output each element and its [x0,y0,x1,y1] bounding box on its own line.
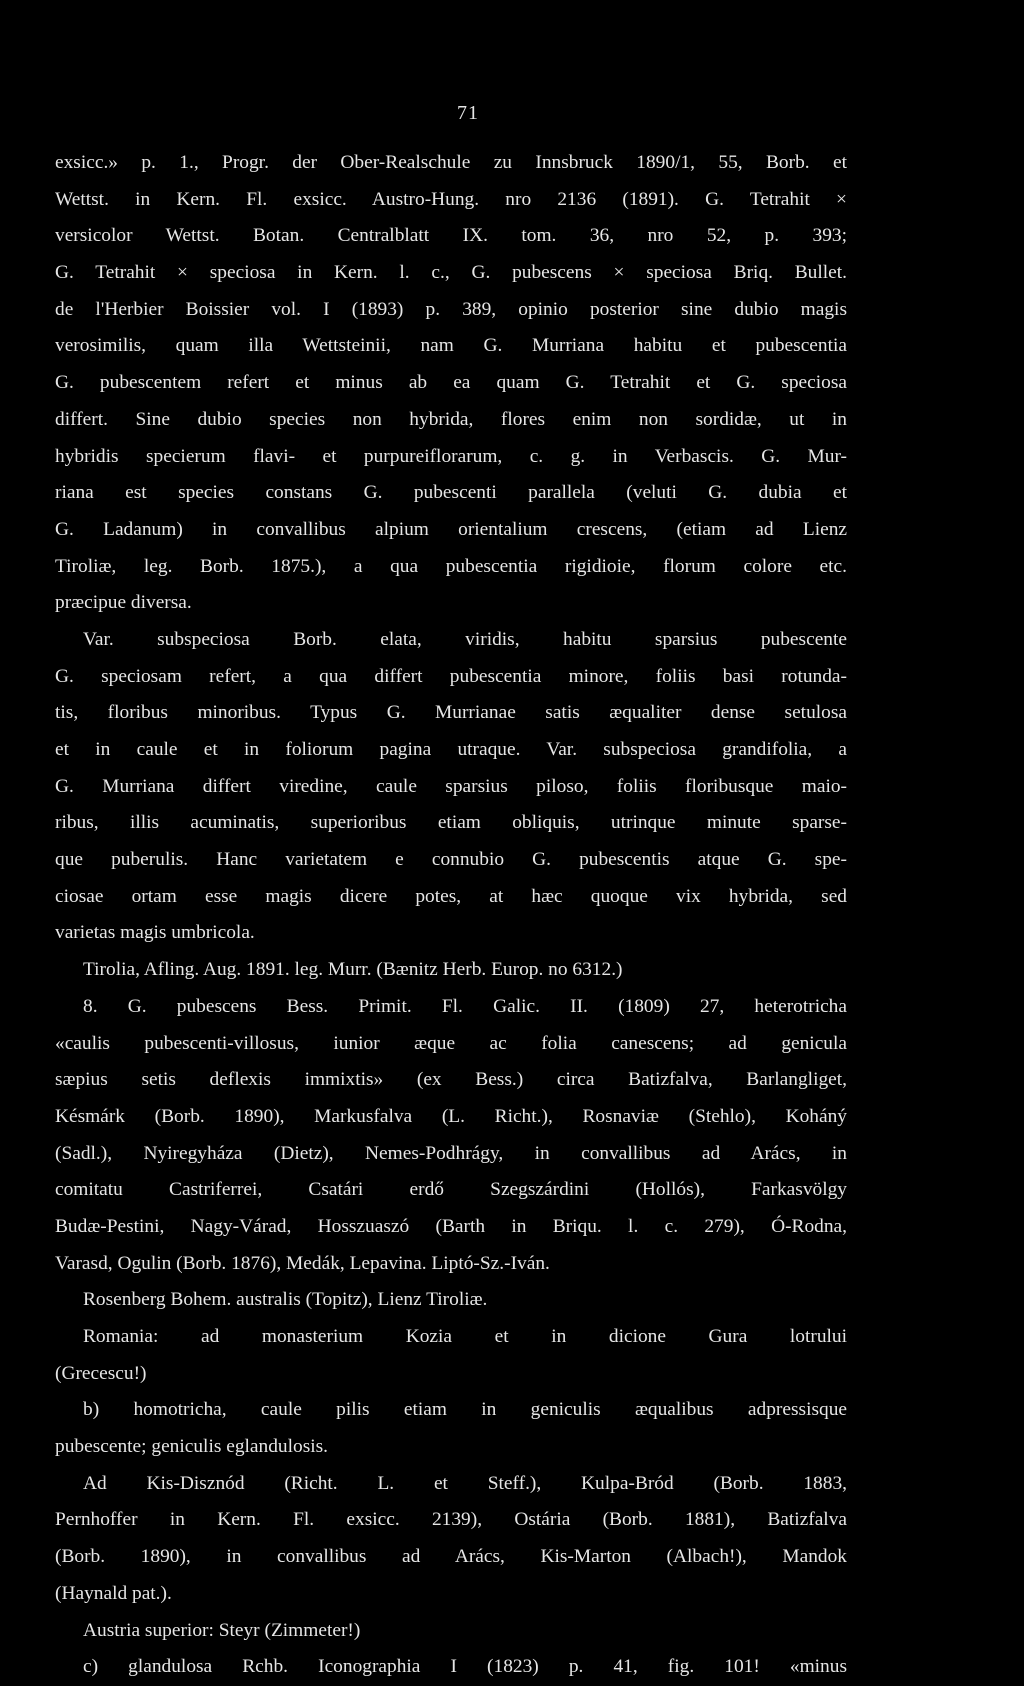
text-line: de l'Herbier Boissier vol. I (1893) p. 389, opinio posterior sine dubio magis [55,298,847,320]
text-line: et in caule et in foliorum pagina utraque. Var. subspeciosa grandifolia, a [55,739,847,760]
text-line: varietas magis umbricola. [55,922,255,944]
text-line: comitatu Castriferrei, Csatári erdő Szegszárdini (Hollós), Farkasvölgy [55,1179,847,1201]
text-line: Rosenberg Bohem. australis (Topitz), Lienz Tiroliæ. [83,1289,488,1311]
text-line: Austria superior: Steyr (Zimmeter!) [83,1619,361,1641]
text-line: c) glandulosa Rchb. Iconographia I (1823) p. 41, fig. 101! «minus [83,1656,847,1678]
text-line: Tiroliæ, leg. Borb. 1875.), a qua pubescentia rigidioie, florum colore etc. [55,555,847,577]
text-line: ribus, illis acuminatis, superioribus etiam obliquis, utrinque minute sparse- [55,812,847,834]
text-line: Tirolia, Afling. Aug. 1891. leg. Murr. (Bænitz Herb. Europ. no 6312.) [83,959,623,981]
text-line: Budæ-Pestini, Nagy-Várad, Hosszuaszó (Barth in Briqu. l. c. 279), Ó-Rodna, [55,1215,847,1237]
page-number: 71 [457,102,479,124]
text-line: Késmárk (Borb. 1890), Markusfalva (L. Richt.), Rosnaviæ (Stehlo), Koháný [55,1105,847,1127]
text-line: G. speciosam refert, a qua differt pubescentia minore, foliis basi rotunda- [55,665,847,687]
text-line: 8. G. pubescens Bess. Primit. Fl. Galic. II. (1809) 27, heterotricha [83,995,847,1017]
text-line: Pernhoffer in Kern. Fl. exsicc. 2139), Ostária (Borb. 1881), Batizfalva [55,1509,847,1531]
text-line: versicolor Wettst. Botan. Centralblatt IX. tom. 36, nro 52, p. 393; [55,225,847,247]
text-line: Romania: ad monasterium Kozia et in dicione Gura lotrului [83,1326,847,1347]
text-line: (Haynald pat.). [55,1582,172,1604]
text-line: G. pubescentem refert et minus ab ea quam G. Tetrahit et G. speciosa [55,372,847,394]
text-line: b) homotricha, caule pilis etiam in geniculis æqualibus adpressisque [83,1399,847,1421]
text-line: G. Tetrahit × speciosa in Kern. l. c., G. pubescens × speciosa Briq. Bullet. [55,262,847,284]
text-line: pubescente; geniculis eglandulosis. [55,1436,329,1458]
text-line: G. Murriana differt viredine, caule sparsius piloso, foliis floribusque maio- [55,775,847,797]
text-line: hybridis specierum flavi- et purpureiflorarum, c. g. in Verbascis. G. Mur- [55,445,847,467]
text-line: riana est species constans G. pubescenti parallela (veluti G. dubia et [55,482,847,504]
text-line: Wettst. in Kern. Fl. exsicc. Austro-Hung. nro 2136 (1891). G. Tetrahit × [55,188,847,210]
text-line: ciosae ortam esse magis dicere potes, at hæc quoque vix hybrida, sed [55,885,847,907]
text-line: tis, floribus minoribus. Typus G. Murrianae satis æqualiter dense setulosa [55,702,847,724]
text-line: G. Ladanum) in convallibus alpium orientalium crescens, (etiam ad Lienz [55,518,847,540]
text-line: (Borb. 1890), in convallibus ad Arács, Kis-Marton (Albach!), Mandok [55,1546,847,1568]
text-line: verosimilis, quam illa Wettsteinii, nam G. Murriana habitu et pubescentia [55,335,847,357]
text-line: differt. Sine dubio species non hybrida, flores enim non sordidæ, ut in [55,408,847,430]
text-line: exsicc.» p. 1., Progr. der Ober-Realschule zu Innsbruck 1890/1, 55, Borb. et [55,152,847,173]
text-line: Varasd, Ogulin (Borb. 1876), Medák, Lepavina. Liptó-Sz.-Iván. [55,1252,550,1274]
text-line: (Sadl.), Nyiregyháza (Dietz), Nemes-Podhrágy, in convallibus ad Arács, in [55,1142,847,1164]
text-line: Ad Kis-Disznód (Richt. L. et Steff.), Kulpa-Bród (Borb. 1883, [83,1472,847,1494]
text-line: præcipue diversa. [55,592,192,614]
text-line: sæpius setis deflexis immixtis» (ex Bess.) circa Batizfalva, Barlangliget, [55,1069,847,1091]
text-line: «caulis pubescenti-villosus, iunior æque ac folia canescens; ad genicula [55,1032,847,1054]
text-line: (Grecescu!) [55,1362,147,1384]
text-block [55,145,847,1686]
text-line: Var. subspeciosa Borb. elata, viridis, habitu sparsius pubescente [83,628,847,650]
text-line: que puberulis. Hanc varietatem e connubio G. pubescentis atque G. spe- [55,849,847,871]
